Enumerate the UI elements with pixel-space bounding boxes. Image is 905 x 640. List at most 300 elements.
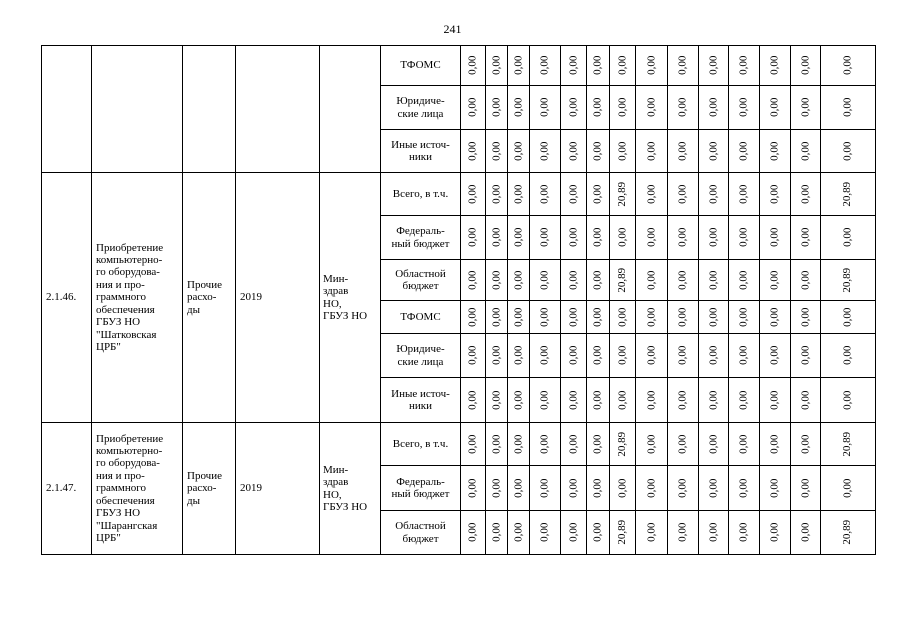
value-text: 0,00 xyxy=(799,55,812,76)
value-cell xyxy=(486,216,508,260)
item-name: Приобретение компьютерно- го оборудова- ния и про- граммного обеспечения ГБУЗ НО "Шатковская ЦРБ" xyxy=(92,173,183,423)
value-text: 0,00 xyxy=(645,97,658,118)
value-text: 0,00 xyxy=(676,97,689,118)
value-text: 0,00 xyxy=(591,97,604,118)
item-name xyxy=(92,46,183,173)
value-text: 0,00 xyxy=(538,55,551,76)
value-cell xyxy=(790,378,820,423)
value-text: 0,00 xyxy=(841,390,854,410)
value-text: 0,00 xyxy=(799,434,812,454)
value-text: 0,00 xyxy=(676,390,689,410)
value-cell xyxy=(587,260,610,301)
value-text: 0,00 xyxy=(841,55,854,76)
value-cell xyxy=(587,46,610,86)
value-text: 0,00 xyxy=(841,478,854,498)
value-text: 0,00 xyxy=(512,345,525,366)
value-cell xyxy=(759,86,790,130)
value-text: 0,00 xyxy=(567,307,580,327)
value-cell xyxy=(790,173,820,216)
value-text: 0,00 xyxy=(567,270,580,290)
value-cell xyxy=(635,130,667,173)
value-cell xyxy=(530,86,561,130)
value-text: 0,00 xyxy=(707,478,720,498)
value-cell xyxy=(486,130,508,173)
value-cell xyxy=(508,423,530,466)
value-cell xyxy=(486,301,508,334)
value-text: 0,00 xyxy=(707,345,720,366)
value-text: 0,00 xyxy=(645,522,658,543)
value-text: 0,00 xyxy=(466,345,479,366)
value-cell xyxy=(667,260,698,301)
value-cell xyxy=(508,301,530,334)
value-text: 0,00 xyxy=(841,345,854,366)
value-cell xyxy=(667,130,698,173)
value-text: 0,00 xyxy=(768,478,781,498)
value-cell xyxy=(759,301,790,334)
value-cell xyxy=(561,173,587,216)
value-cell xyxy=(790,46,820,86)
value-text: 0,00 xyxy=(591,55,604,76)
value-text: 20,89 xyxy=(841,181,854,207)
item-year xyxy=(236,46,320,173)
value-cell xyxy=(610,46,636,86)
value-cell xyxy=(530,46,561,86)
value-cell xyxy=(667,511,698,555)
item-year: 2019 xyxy=(236,423,320,555)
value-cell xyxy=(587,301,610,334)
value-text: 20,89 xyxy=(841,431,854,457)
value-text: 0,00 xyxy=(567,55,580,76)
value-text: 0,00 xyxy=(645,390,658,410)
funding-source: Иные источ- ники xyxy=(381,130,461,173)
value-text: 0,00 xyxy=(768,307,781,327)
value-text: 0,00 xyxy=(737,345,750,366)
value-cell xyxy=(790,423,820,466)
value-text: 0,00 xyxy=(490,184,503,204)
value-cell xyxy=(561,216,587,260)
value-text: 0,00 xyxy=(616,307,629,327)
value-cell xyxy=(635,46,667,86)
value-text: 0,00 xyxy=(591,345,604,366)
value-text: 20,89 xyxy=(841,520,854,545)
value-cell xyxy=(530,334,561,378)
value-text: 0,00 xyxy=(567,227,580,248)
value-cell xyxy=(561,334,587,378)
value-text: 0,00 xyxy=(707,55,720,76)
executor xyxy=(320,46,381,173)
value-cell xyxy=(508,173,530,216)
value-cell xyxy=(461,511,486,555)
value-text: 0,00 xyxy=(707,522,720,543)
value-cell xyxy=(698,173,728,216)
value-cell xyxy=(667,466,698,511)
value-text: 0,00 xyxy=(567,97,580,118)
value-cell xyxy=(610,423,636,466)
value-cell xyxy=(486,260,508,301)
value-cell xyxy=(698,378,728,423)
value-cell xyxy=(728,260,759,301)
value-text: 0,00 xyxy=(676,227,689,248)
funding-source: ТФОМС xyxy=(381,46,461,86)
value-text: 0,00 xyxy=(490,227,503,248)
page-number: 241 xyxy=(443,22,462,36)
value-text: 0,00 xyxy=(645,270,658,290)
value-cell xyxy=(461,466,486,511)
value-text: 0,00 xyxy=(707,270,720,290)
value-text: 0,00 xyxy=(591,434,604,454)
value-text: 0,00 xyxy=(512,270,525,290)
value-cell xyxy=(508,334,530,378)
value-cell xyxy=(698,511,728,555)
value-text: 0,00 xyxy=(490,522,503,543)
value-text: 0,00 xyxy=(538,390,551,410)
value-cell xyxy=(759,378,790,423)
value-cell xyxy=(698,260,728,301)
funding-source: Федераль- ный бюджет xyxy=(381,216,461,260)
funding-source: Иные источ- ники xyxy=(381,378,461,423)
value-text: 0,00 xyxy=(466,390,479,410)
value-cell xyxy=(561,301,587,334)
value-text: 0,00 xyxy=(466,478,479,498)
value-cell xyxy=(759,423,790,466)
value-text: 0,00 xyxy=(512,522,525,543)
value-cell xyxy=(587,466,610,511)
value-cell xyxy=(530,173,561,216)
value-cell xyxy=(635,86,667,130)
value-cell xyxy=(461,46,486,86)
funding-source: Областной бюджет xyxy=(381,511,461,555)
table-row xyxy=(42,173,876,216)
value-cell xyxy=(461,423,486,466)
value-cell xyxy=(728,130,759,173)
item-code xyxy=(42,46,92,173)
value-cell xyxy=(461,173,486,216)
table-row xyxy=(42,423,876,466)
value-text: 0,00 xyxy=(841,97,854,118)
value-cell xyxy=(790,216,820,260)
value-text: 0,00 xyxy=(737,434,750,454)
value-cell xyxy=(667,173,698,216)
value-cell xyxy=(610,173,636,216)
value-cell xyxy=(530,260,561,301)
value-cell xyxy=(508,511,530,555)
value-text: 0,00 xyxy=(707,434,720,454)
value-text: 0,00 xyxy=(567,184,580,204)
value-cell xyxy=(587,173,610,216)
value-cell xyxy=(667,46,698,86)
value-cell xyxy=(561,130,587,173)
value-cell xyxy=(461,334,486,378)
item-year: 2019 xyxy=(236,173,320,423)
value-cell xyxy=(667,423,698,466)
value-cell xyxy=(530,423,561,466)
value-cell xyxy=(728,46,759,86)
value-text: 0,00 xyxy=(591,270,604,290)
item-code: 2.1.46. xyxy=(42,173,92,423)
value-text: 0,00 xyxy=(676,184,689,204)
value-text: 0,00 xyxy=(707,97,720,118)
value-cell xyxy=(635,466,667,511)
value-text: 20,89 xyxy=(616,520,629,545)
value-text: 0,00 xyxy=(512,434,525,454)
value-text: 0,00 xyxy=(737,270,750,290)
value-cell xyxy=(461,216,486,260)
value-cell xyxy=(698,86,728,130)
value-text: 0,00 xyxy=(799,97,812,118)
expense-type: Прочие расхо- ды xyxy=(183,173,236,423)
value-text: 0,00 xyxy=(799,390,812,410)
value-text: 0,00 xyxy=(737,227,750,248)
value-text: 0,00 xyxy=(490,141,503,161)
value-text: 0,00 xyxy=(768,184,781,204)
value-text: 0,00 xyxy=(707,307,720,327)
value-cell xyxy=(587,216,610,260)
value-cell xyxy=(698,334,728,378)
value-cell xyxy=(508,466,530,511)
value-text: 20,89 xyxy=(616,181,629,207)
value-text: 0,00 xyxy=(466,97,479,118)
value-cell xyxy=(610,260,636,301)
value-text: 0,00 xyxy=(768,141,781,161)
value-text: 0,00 xyxy=(567,390,580,410)
value-cell xyxy=(698,46,728,86)
value-cell xyxy=(759,334,790,378)
value-text: 0,00 xyxy=(676,55,689,76)
value-cell xyxy=(486,173,508,216)
value-text: 0,00 xyxy=(799,270,812,290)
value-text: 0,00 xyxy=(799,184,812,204)
value-cell xyxy=(508,216,530,260)
value-cell xyxy=(790,260,820,301)
value-text: 0,00 xyxy=(676,141,689,161)
value-text: 0,00 xyxy=(512,141,525,161)
value-cell xyxy=(561,378,587,423)
value-cell xyxy=(530,466,561,511)
value-cell xyxy=(667,301,698,334)
value-cell xyxy=(759,130,790,173)
value-cell xyxy=(461,378,486,423)
value-cell xyxy=(610,334,636,378)
value-text: 0,00 xyxy=(645,345,658,366)
value-text: 0,00 xyxy=(616,97,629,118)
value-text: 0,00 xyxy=(591,478,604,498)
value-text: 0,00 xyxy=(768,434,781,454)
value-text: 0,00 xyxy=(538,434,551,454)
value-text: 0,00 xyxy=(676,270,689,290)
budget-table xyxy=(41,45,876,555)
value-cell xyxy=(587,511,610,555)
funding-source: Всего, в т.ч. xyxy=(381,173,461,216)
value-cell xyxy=(667,86,698,130)
value-text: 0,00 xyxy=(707,141,720,161)
value-cell xyxy=(667,334,698,378)
value-cell xyxy=(635,423,667,466)
value-cell xyxy=(561,466,587,511)
value-cell xyxy=(759,511,790,555)
value-text: 0,00 xyxy=(645,307,658,327)
funding-source: Федераль- ный бюджет xyxy=(381,466,461,511)
value-text: 0,00 xyxy=(737,184,750,204)
value-cell xyxy=(728,466,759,511)
value-cell xyxy=(610,466,636,511)
value-cell xyxy=(610,130,636,173)
value-cell xyxy=(790,466,820,511)
value-text: 0,00 xyxy=(490,97,503,118)
value-text: 0,00 xyxy=(645,141,658,161)
value-text: 0,00 xyxy=(512,97,525,118)
value-text: 0,00 xyxy=(616,478,629,498)
value-cell xyxy=(635,216,667,260)
value-text: 0,00 xyxy=(490,390,503,410)
value-text: 0,00 xyxy=(616,141,629,161)
value-cell xyxy=(530,511,561,555)
value-cell xyxy=(820,511,875,555)
value-text: 0,00 xyxy=(490,270,503,290)
value-cell xyxy=(508,86,530,130)
value-text: 0,00 xyxy=(799,141,812,161)
value-text: 0,00 xyxy=(768,227,781,248)
value-text: 0,00 xyxy=(490,345,503,366)
value-cell xyxy=(820,130,875,173)
value-text: 0,00 xyxy=(512,478,525,498)
value-text: 0,00 xyxy=(466,141,479,161)
value-text: 0,00 xyxy=(799,307,812,327)
value-text: 0,00 xyxy=(466,522,479,543)
value-text: 0,00 xyxy=(466,307,479,327)
value-text: 0,00 xyxy=(512,227,525,248)
value-cell xyxy=(759,216,790,260)
value-text: 0,00 xyxy=(707,184,720,204)
value-text: 0,00 xyxy=(676,345,689,366)
value-cell xyxy=(561,86,587,130)
value-cell xyxy=(530,130,561,173)
value-cell xyxy=(635,334,667,378)
value-cell xyxy=(728,511,759,555)
executor: Мин- здрав НО, ГБУЗ НО xyxy=(320,173,381,423)
value-cell xyxy=(759,46,790,86)
value-cell xyxy=(530,301,561,334)
funding-source: Юридиче- ские лица xyxy=(381,334,461,378)
value-cell xyxy=(820,86,875,130)
value-text: 0,00 xyxy=(645,478,658,498)
value-text: 0,00 xyxy=(676,478,689,498)
value-text: 0,00 xyxy=(799,478,812,498)
value-text: 0,00 xyxy=(538,345,551,366)
value-text: 0,00 xyxy=(841,141,854,161)
value-text: 0,00 xyxy=(512,307,525,327)
value-cell xyxy=(508,260,530,301)
value-text: 0,00 xyxy=(567,141,580,161)
value-cell xyxy=(561,46,587,86)
value-text: 0,00 xyxy=(466,184,479,204)
value-cell xyxy=(728,86,759,130)
value-cell xyxy=(728,334,759,378)
value-cell xyxy=(530,216,561,260)
value-text: 0,00 xyxy=(490,55,503,76)
value-cell xyxy=(508,378,530,423)
value-cell xyxy=(667,378,698,423)
value-cell xyxy=(790,511,820,555)
value-text: 0,00 xyxy=(466,434,479,454)
value-text: 0,00 xyxy=(616,55,629,76)
value-text: 0,00 xyxy=(490,307,503,327)
value-cell xyxy=(561,260,587,301)
value-cell xyxy=(587,334,610,378)
value-cell xyxy=(461,86,486,130)
value-cell xyxy=(635,511,667,555)
value-cell xyxy=(508,130,530,173)
value-cell xyxy=(610,86,636,130)
value-text: 0,00 xyxy=(645,434,658,454)
value-text: 0,00 xyxy=(676,307,689,327)
value-text: 0,00 xyxy=(466,270,479,290)
value-text: 0,00 xyxy=(512,184,525,204)
value-cell xyxy=(820,173,875,216)
value-cell xyxy=(587,378,610,423)
value-cell xyxy=(698,130,728,173)
value-cell xyxy=(820,466,875,511)
value-text: 0,00 xyxy=(841,307,854,327)
value-text: 0,00 xyxy=(645,227,658,248)
value-cell xyxy=(820,378,875,423)
value-cell xyxy=(587,130,610,173)
value-cell xyxy=(820,216,875,260)
value-cell xyxy=(610,301,636,334)
value-cell xyxy=(698,216,728,260)
value-text: 0,00 xyxy=(616,227,629,248)
value-cell xyxy=(698,301,728,334)
value-cell xyxy=(486,334,508,378)
value-text: 0,00 xyxy=(538,307,551,327)
value-text: 0,00 xyxy=(591,522,604,543)
value-text: 0,00 xyxy=(512,55,525,76)
executor: Мин- здрав НО, ГБУЗ НО xyxy=(320,423,381,555)
value-text: 0,00 xyxy=(538,227,551,248)
value-cell xyxy=(561,423,587,466)
value-text: 0,00 xyxy=(645,55,658,76)
value-cell xyxy=(486,466,508,511)
funding-source: ТФОМС xyxy=(381,301,461,334)
value-text: 0,00 xyxy=(591,141,604,161)
value-text: 0,00 xyxy=(737,522,750,543)
value-text: 0,00 xyxy=(538,270,551,290)
value-cell xyxy=(698,466,728,511)
value-text: 0,00 xyxy=(676,434,689,454)
value-cell xyxy=(461,130,486,173)
value-cell xyxy=(461,260,486,301)
value-cell xyxy=(790,86,820,130)
value-text: 0,00 xyxy=(490,478,503,498)
value-cell xyxy=(728,173,759,216)
value-text: 0,00 xyxy=(466,227,479,248)
value-cell xyxy=(610,216,636,260)
value-text: 0,00 xyxy=(538,141,551,161)
value-text: 0,00 xyxy=(591,227,604,248)
value-cell xyxy=(728,423,759,466)
value-text: 0,00 xyxy=(737,307,750,327)
value-text: 0,00 xyxy=(538,522,551,543)
value-text: 0,00 xyxy=(490,434,503,454)
value-cell xyxy=(486,46,508,86)
value-cell xyxy=(790,334,820,378)
value-text: 0,00 xyxy=(538,184,551,204)
value-text: 0,00 xyxy=(768,97,781,118)
value-cell xyxy=(635,378,667,423)
value-cell xyxy=(610,378,636,423)
value-text: 0,00 xyxy=(799,345,812,366)
value-text: 0,00 xyxy=(737,478,750,498)
value-cell xyxy=(790,130,820,173)
